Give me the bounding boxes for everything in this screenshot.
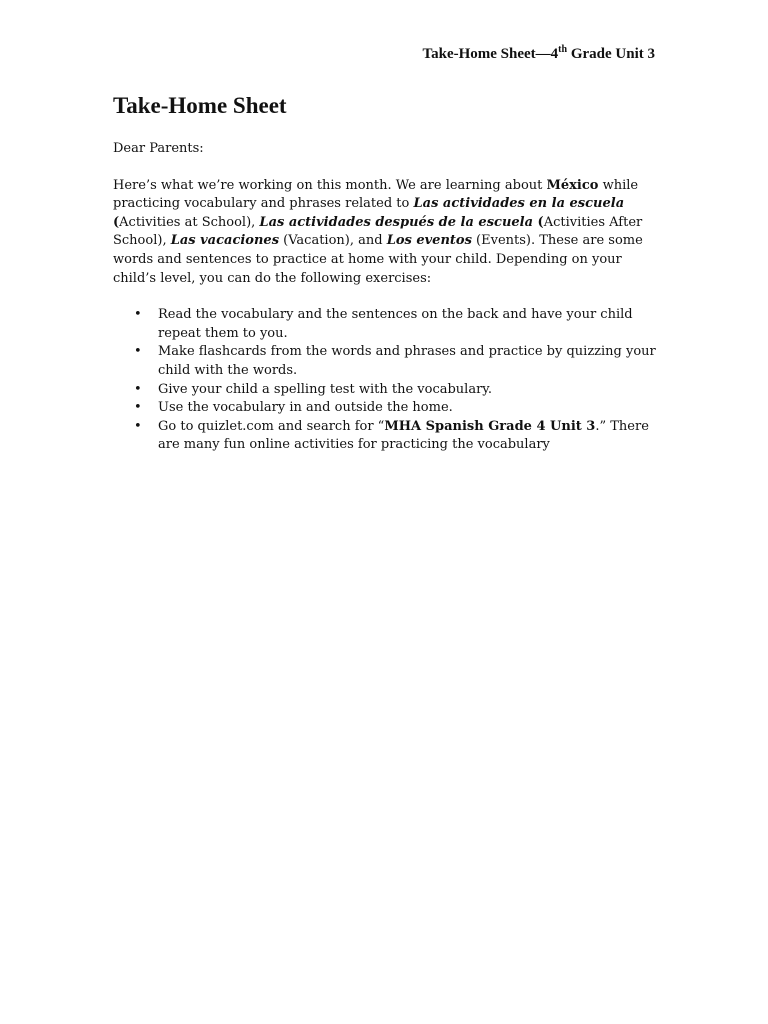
topic-vacation: Las vacaciones [170,233,280,249]
list-item [134,399,658,418]
list-item [134,306,658,343]
topic-events: Los eventos [386,233,472,249]
quizlet-search-term: MHA Spanish Grade 4 Unit 3 [384,418,596,434]
list-item-text: Give your child a spelling test with the vocabulary. [158,381,493,397]
topic-after-school: Las actividades después de la escuela [259,214,534,230]
header-text-end: Grade Unit 3 [567,46,655,62]
letter-body [113,140,658,455]
intro-paragraph [113,177,658,289]
topic-school-activities: Las actividades en la escuela [413,196,625,212]
bullet-dot: • [134,418,142,434]
exercise-list [113,306,658,455]
intro-paren: ( [113,214,120,230]
intro-text: ), [246,214,260,230]
list-item-text: Make flashcards from the words and phrases and practice by quizzing your child with the words. [158,344,656,378]
list-item-text: Go to quizlet.com and search for “ [158,418,385,434]
intro-text: ), [157,233,171,249]
bullet-dot: • [134,381,142,397]
bullet-dot: • [134,344,142,360]
list-item [134,381,658,400]
bullet-dot: • [134,307,142,323]
country-name: México [546,177,599,193]
intro-text: (Vacation), and [279,233,387,249]
intro-text: (Events). These are some words and sentences to practice at home with your child. Depending on your child’s level, you can do the following exercises: [113,233,643,286]
intro-text: Here’s what we’re working on this month. We are learning about [113,177,547,193]
list-item [134,343,658,380]
header-text: Take-Home Sheet—4 [422,46,559,62]
translation-school: Activities at School [119,214,247,230]
salutation: Dear Parents: [113,141,204,156]
intro-paren: ( [533,214,544,230]
list-item-text: Use the vocabulary in and outside the home. [158,400,453,416]
running-header [422,46,655,63]
list-item-text: .” There are many fun online activities for practicing the vocabulary [158,418,649,453]
list-item-text: Read the vocabulary and the sentences on the back and have your child repeat them to you. [158,307,633,341]
intro-text: while practicing vocabulary and phrases related to [113,177,639,212]
translation-after-school: Activities After School [113,214,643,249]
header-superscript: th [558,44,568,55]
bullet-dot: • [134,400,142,416]
list-item [134,418,658,455]
page-title: Take-Home Sheet [113,93,287,118]
